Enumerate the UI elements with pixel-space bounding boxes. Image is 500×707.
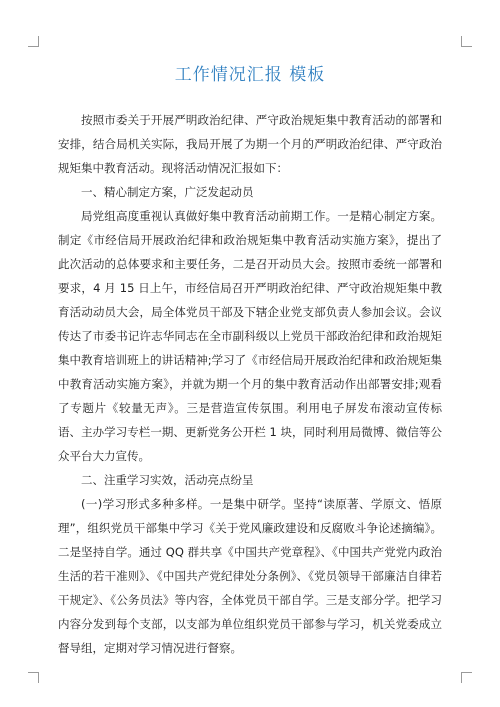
section-2-paragraph: (一)学习形式多种多样。一是集中研学。坚持“读原著、学原文、悟原理”，组织党员干部集中学习《关于党风廉政建设和反腐败斗争论述摘编》。二是坚持自学。通过 QQ 群共享《中国共产党章程》、《中国共产党党内政治生活的若干准则》、《中国共产党纪律处分条例》、《党员领导干部廉洁自律若干规定》、《公务员法》等内容，全体党员干部自学。三是支部分学。把学习内容分发到每个支部，以支部为单位组织党员干部参与学习，机关党委成立督导组，定期对学习情况进行督察。	[58, 497, 442, 655]
document-title: 工作情况汇报 模板	[174, 65, 326, 85]
crop-mark-bottom-left	[28, 672, 39, 683]
crop-mark-top-right	[461, 36, 472, 47]
section-heading-2: 二、注重学习实效，活动亮点纷呈	[81, 473, 254, 487]
intro-paragraph: 按照市委关于开展严明政治纪律、严守政治规矩集中教育活动的部署和安排，结合局机关实际，我局开展了为期一个月的严明政治纪律、严守政治规矩集中教育活动。现将活动情况汇报如下：	[58, 113, 442, 175]
section-1-paragraph: 局党组高度重视认真做好集中教育活动前期工作。一是精心制定方案。制定《市经信局开展政治纪律和政治规矩集中教育活动实施方案》，提出了此次活动的总体要求和主要任务，二是召开动员大会。按照市委统一部署和要求，4 月 15 日上午，市经信局召开严明政治纪律、严守政治规矩集中教育活动动员大会，局全体党员干部及下辖企业党支部负责人参加会议。会议传达了市委书记许志华同志在全市副科级以上党员干部政治纪律和政治规矩集中教育培训班上的讲话精神;学习了《市经信局开展政治纪律和政治规矩集中教育活动实施方案》，并就为期一个月的集中教育活动作出部署安排;观看了专题片《较量无声》。三是营造宣传氛围。利用电子屏发布滚动宣传标语、主办学习专栏一期、更新党务公开栏 1 块，同时利用局微博、微信等公众平台大力宣传。	[58, 209, 442, 463]
section-heading-1: 一、精心制定方案，广泛发起动员	[81, 185, 254, 199]
crop-mark-bottom-right	[461, 672, 472, 683]
crop-mark-top-left	[28, 36, 39, 47]
document-body	[58, 108, 442, 660]
